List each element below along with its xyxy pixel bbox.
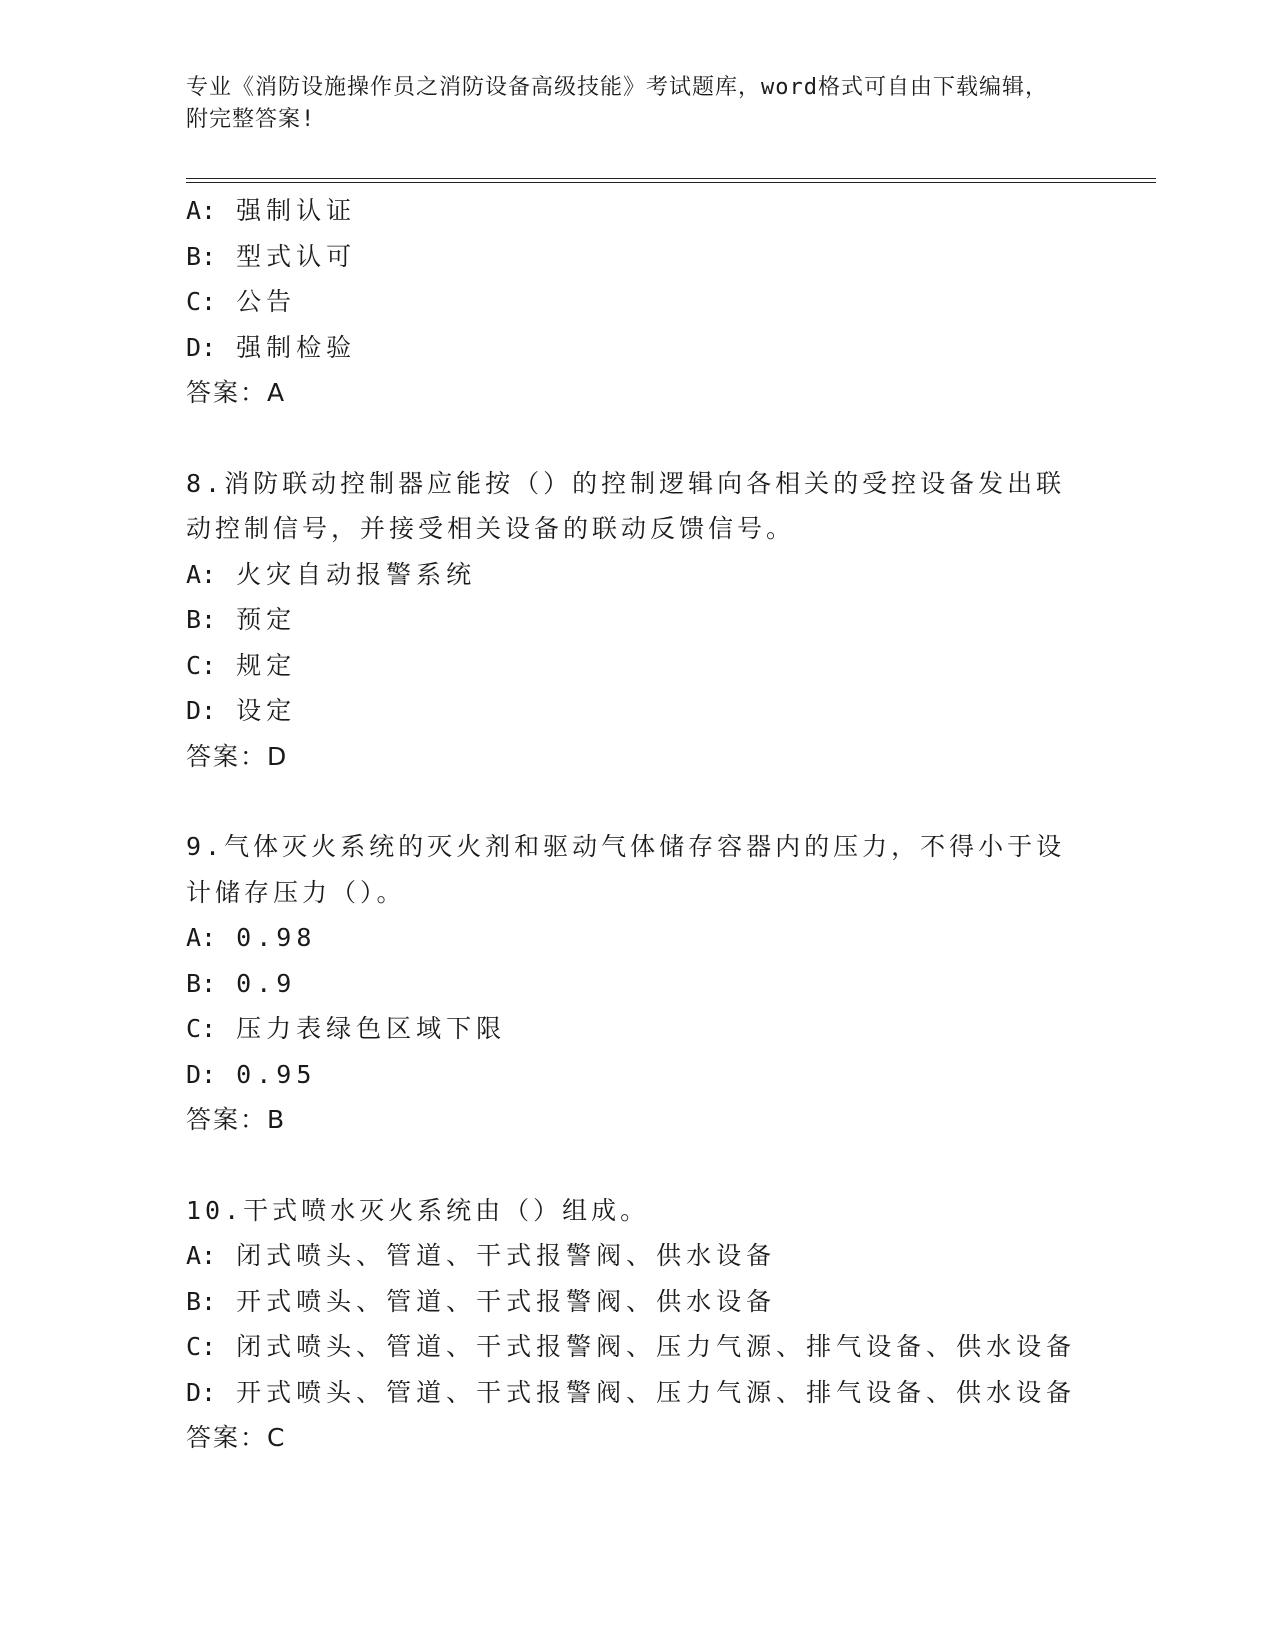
question-text: 9.气体灭火系统的灭火剂和驱动气体储存容器内的压力，不得小于设计储存压力（）。 xyxy=(186,832,1066,907)
answer-line: 答案：B xyxy=(186,1105,287,1134)
question-block xyxy=(186,188,1066,416)
option-a: A: 0.98 xyxy=(186,923,317,952)
option-b: B: 0.9 xyxy=(186,968,297,998)
option-d: D: 设定 xyxy=(186,696,297,725)
option-c: C: 规定 xyxy=(186,650,297,680)
option-b: B: 型式认可 xyxy=(186,241,357,271)
question-block xyxy=(186,824,1066,1143)
header-divider xyxy=(186,178,1156,183)
question-block xyxy=(186,461,1066,780)
option-d: D: 开式喷头、管道、干式报警阀、压力气源、排气设备、供水设备 xyxy=(186,1377,1077,1407)
option-a: A: 闭式喷头、管道、干式报警阀、供水设备 xyxy=(186,1241,777,1270)
answer-line: 答案：D xyxy=(186,741,289,771)
question-text: 8.消防联动控制器应能按（）的控制逻辑向各相关的受控设备发出联动控制信号，并接受相关设备的联动反馈信号。 xyxy=(186,468,1066,543)
option-d: D: 强制检验 xyxy=(186,332,357,362)
question-block xyxy=(186,1188,1077,1461)
question-list xyxy=(186,188,1077,1461)
option-c: C: 压力表绿色区域下限 xyxy=(186,1014,507,1043)
answer-line: 答案：A xyxy=(186,378,287,407)
option-b: B: 预定 xyxy=(186,605,297,634)
option-b: B: 开式喷头、管道、干式报警阀、供水设备 xyxy=(186,1286,777,1316)
option-c: C: 公告 xyxy=(186,287,297,316)
answer-line: 答案：C xyxy=(186,1423,287,1452)
option-a: A: 火灾自动报警系统 xyxy=(186,559,477,589)
document-header: 专业《消防设施操作员之消防设备高级技能》考试题库，word格式可自由下载编辑，附完整答案! xyxy=(186,75,1048,132)
option-a: A: 强制认证 xyxy=(186,196,357,225)
question-text: 10.干式喷水灭火系统由（）组成。 xyxy=(186,1195,650,1225)
option-d: D: 0.95 xyxy=(186,1059,317,1089)
option-c: C: 闭式喷头、管道、干式报警阀、压力气源、排气设备、供水设备 xyxy=(186,1332,1077,1361)
